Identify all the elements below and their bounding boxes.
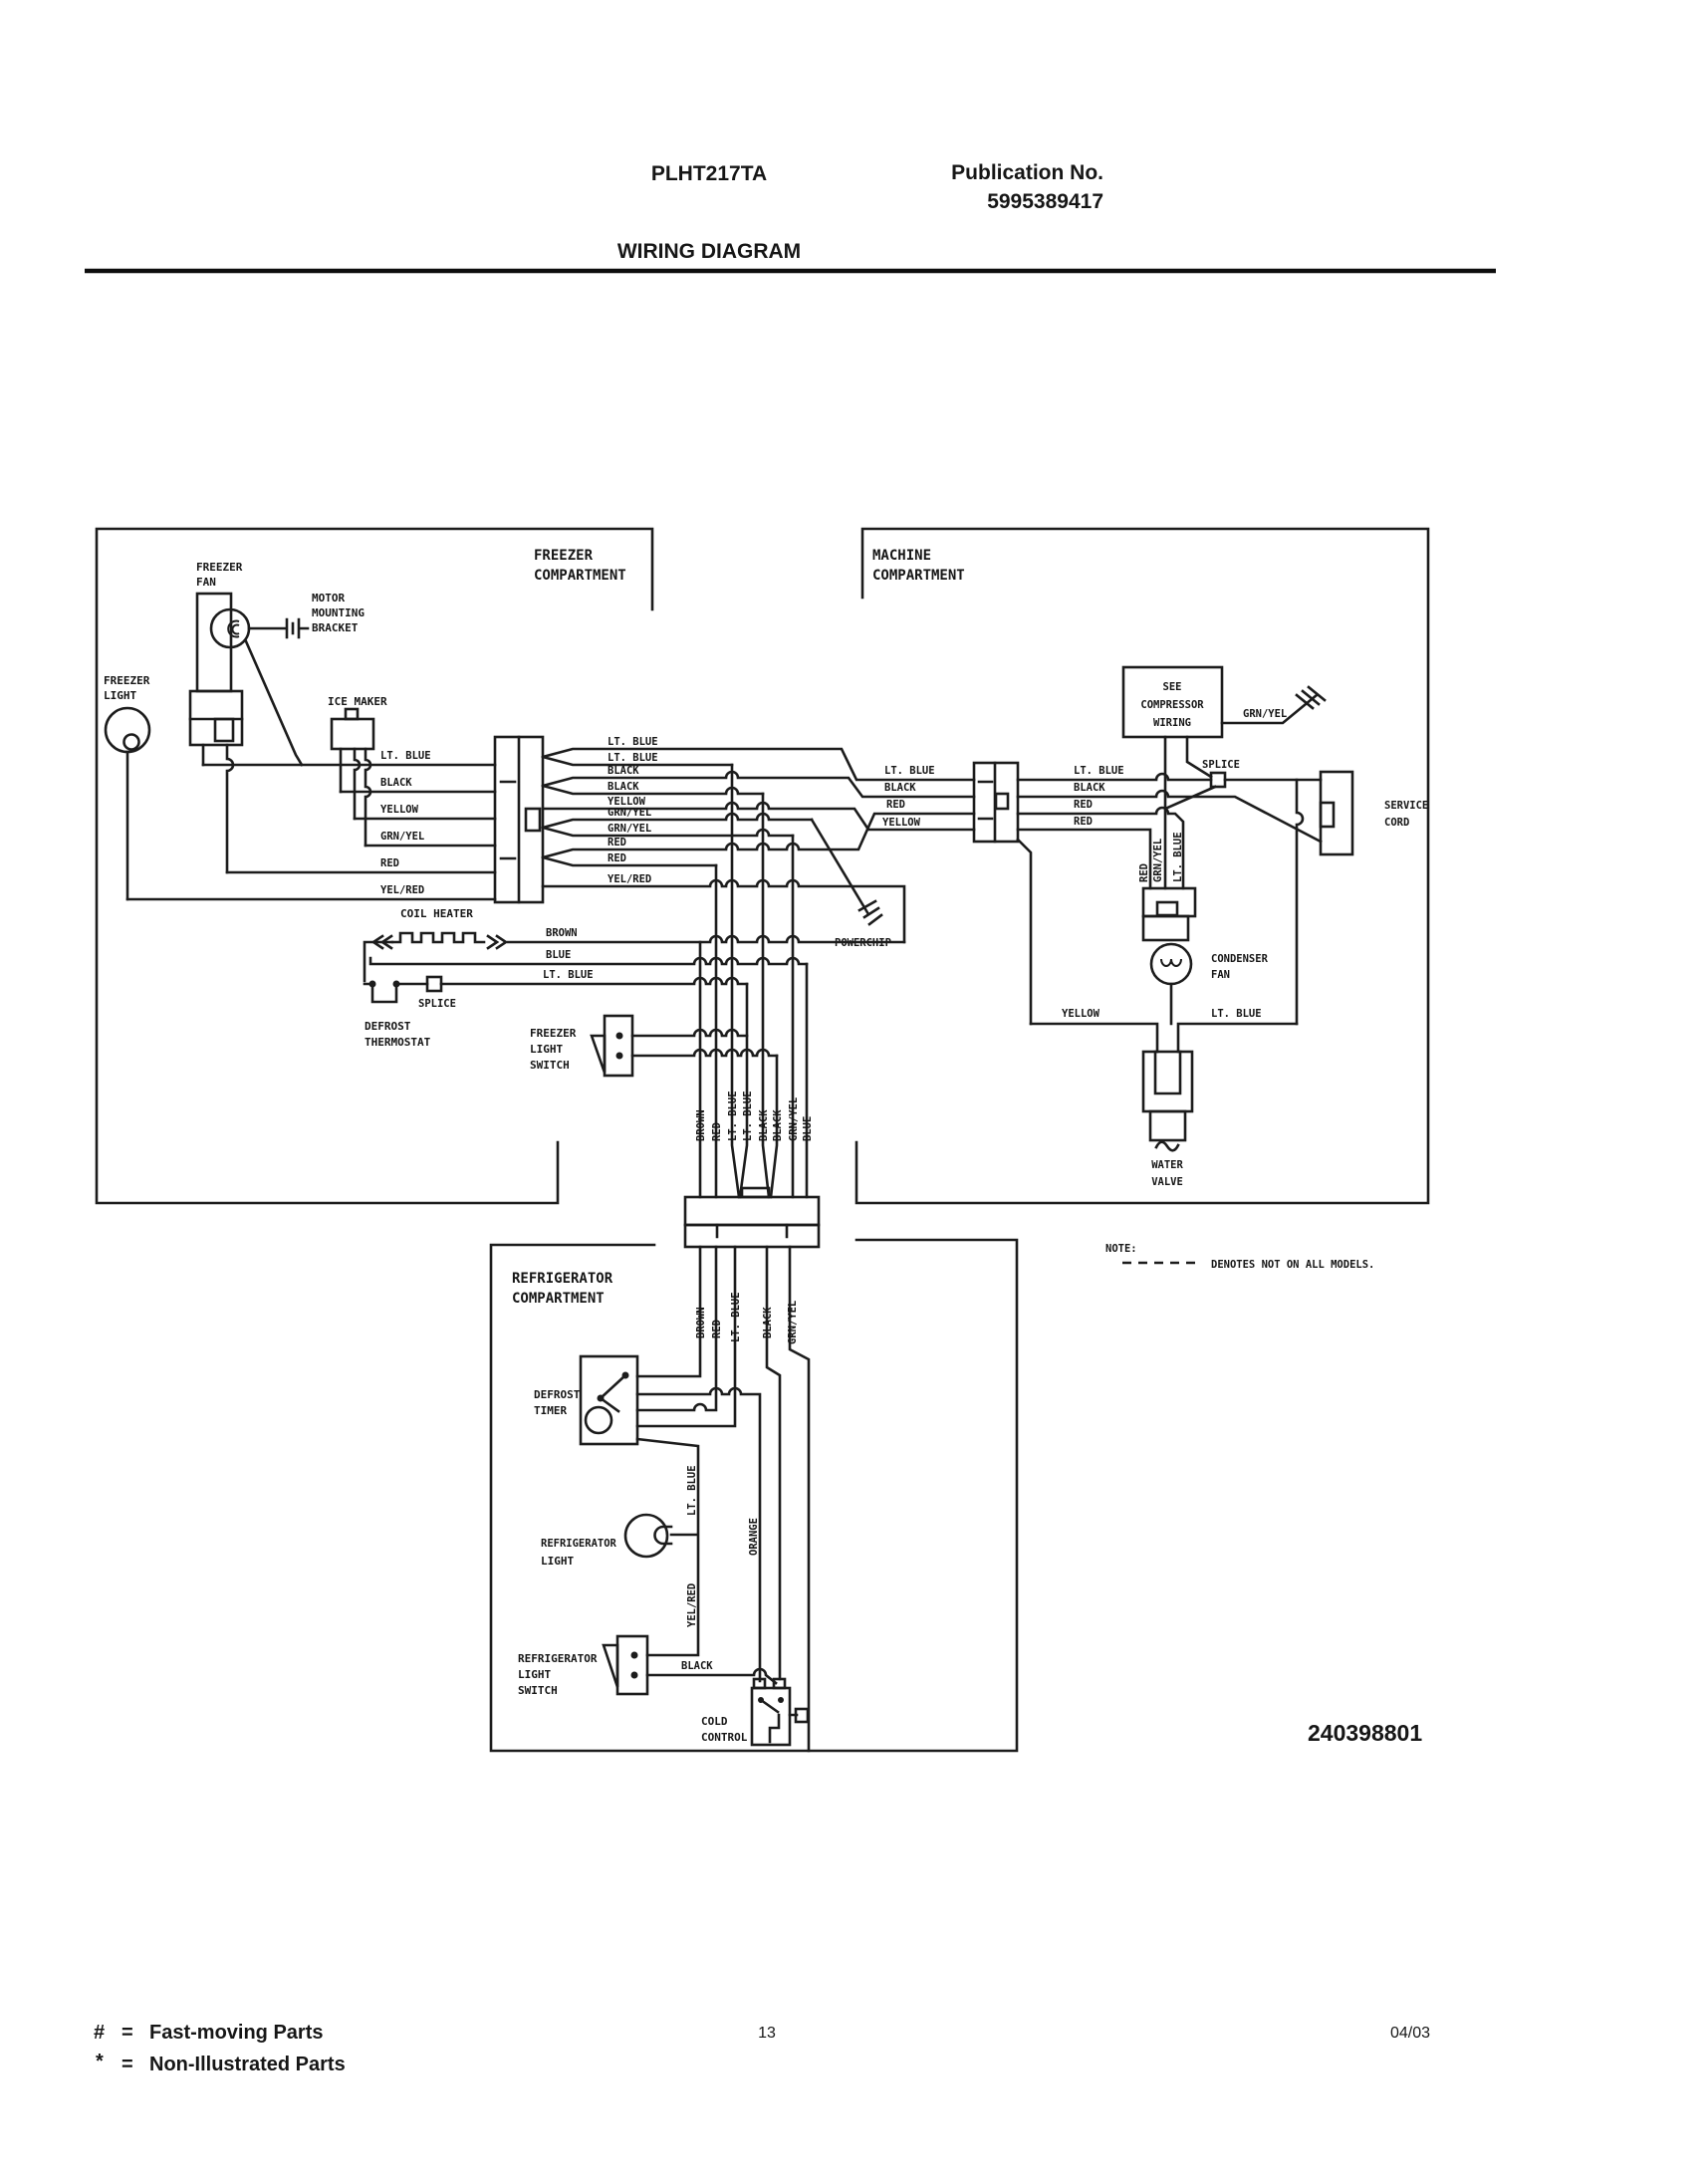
middle-connector: [685, 1197, 819, 1225]
ice-maker-leads: [341, 749, 370, 846]
compressor-box-label2: COMPRESSOR: [1140, 699, 1204, 711]
splice-icon: [1211, 773, 1225, 787]
fan-connector-notch: [215, 719, 233, 741]
wire-label: LT. BLUE: [884, 765, 935, 777]
wire-label: YELLOW: [882, 817, 920, 829]
model-number: PLHT217TA: [650, 162, 768, 185]
powerchip-label: POWERCHIP: [835, 937, 891, 949]
fast-moving-symbol: #: [94, 2022, 106, 2044]
switch-terminal: [616, 1033, 623, 1040]
wire-label: YELLOW: [380, 804, 418, 816]
wire-label: RED: [608, 852, 626, 864]
coil-heater-circuit: [365, 907, 904, 1049]
thermostat-terminal: [393, 981, 400, 988]
switch-terminal: [631, 1652, 638, 1659]
compressor-box-label3: WIRING: [1153, 717, 1191, 729]
defrost-thermostat-label2: THERMOSTAT: [365, 1036, 431, 1049]
condenser-fan-icon: [1151, 944, 1191, 984]
refrigerator-switch-label: REFRIGERATOR: [518, 1652, 598, 1665]
wire-label: RED: [1138, 863, 1150, 882]
water-valve-label: WATER: [1151, 1159, 1183, 1171]
wire-label: RED: [711, 1320, 723, 1338]
doc-number: 240398801: [1308, 1720, 1423, 1746]
compressor-relay-notch: [1157, 902, 1177, 915]
defrost-thermostat-label: DEFROST: [365, 1020, 411, 1033]
note-text: DENOTES NOT ON ALL MODELS.: [1211, 1259, 1375, 1271]
wire-label: RED: [711, 1122, 723, 1141]
condenser-fan-label2: FAN: [1211, 969, 1230, 981]
freezer-harness-fanout: [543, 736, 974, 949]
freezer-fan: [190, 561, 365, 872]
non-illustrated-eq: =: [122, 2054, 133, 2075]
wire-label: ORANGE: [748, 1518, 760, 1556]
defrost-timer-label2: TIMER: [534, 1404, 568, 1417]
cold-control-label2: CONTROL: [701, 1731, 748, 1744]
note-label: NOTE:: [1105, 1243, 1137, 1255]
wire-label: BROWN: [695, 1109, 707, 1141]
wire-label: LT. BLUE: [543, 969, 594, 981]
refrigerator-light-bulb-icon: [625, 1515, 667, 1557]
splice-label: SPLICE: [418, 998, 456, 1010]
thermostat-terminal: [369, 981, 376, 988]
wire-label: BLUE: [546, 949, 572, 961]
freezer-connector-detail: [501, 737, 519, 902]
timer-pivot: [598, 1395, 605, 1402]
switch-flag-icon: [604, 1645, 617, 1687]
note: [1105, 1243, 1374, 1271]
machine-compartment-label2: COMPARTMENT: [872, 568, 965, 584]
wire-label: LT. BLUE: [742, 1090, 754, 1141]
water-valve-squiggle: [1156, 1142, 1178, 1151]
refrigerator-light-label: REFRIGERATOR: [541, 1538, 616, 1550]
freezer-compartment-label: FREEZER: [534, 548, 594, 564]
ice-maker-body: [332, 719, 373, 749]
page-title: WIRING DIAGRAM: [616, 240, 802, 263]
machine-compartment: [974, 667, 1428, 1188]
switch-flag-icon: [592, 1036, 605, 1073]
switch-terminal: [631, 1672, 638, 1679]
defrost-timer-label: DEFROST: [534, 1388, 581, 1401]
refrigerator-compartment-label: REFRIGERATOR: [512, 1271, 613, 1287]
condenser-fan-winding-icon: [1161, 959, 1181, 966]
machine-connector-detail: [979, 763, 995, 842]
wire-label: BLACK: [762, 1307, 774, 1338]
service-cord-label: SERVICE: [1384, 800, 1429, 812]
defrost-timer: [581, 1356, 637, 1444]
wire-label: YELLOW: [608, 796, 645, 808]
freezer-switch-label: FREEZER: [530, 1027, 577, 1040]
service-cord-label2: CORD: [1384, 817, 1410, 829]
non-illustrated-text: Non-Illustrated Parts: [149, 2054, 346, 2075]
wire-label: GRN/YEL: [1152, 838, 1164, 882]
splice-label: SPLICE: [1202, 759, 1240, 771]
freezer-harness: [127, 737, 543, 902]
ltblue-drop: [1297, 780, 1303, 1024]
wire-label: GRN/YEL: [608, 823, 652, 835]
wire-label: RED: [1074, 816, 1093, 828]
middle-connector-lower: [685, 1225, 819, 1247]
wire-label: LT. BLUE: [1074, 765, 1124, 777]
wire-label: BLACK: [884, 782, 916, 794]
vertical-trunk: [685, 765, 819, 1247]
middle-connector-ticks: [717, 1225, 787, 1237]
ice-maker: [328, 695, 387, 846]
black-line: [1018, 791, 1321, 842]
motor-mounting-bracket-label: MOTOR: [312, 592, 346, 605]
machine-compartment-label: MACHINE: [872, 548, 932, 564]
wire-label: LT. BLUE: [380, 750, 431, 762]
wire-label: RED: [1074, 799, 1093, 811]
wire-label: LT. BLUE: [730, 1292, 742, 1342]
wire-label: LT. BLUE: [1211, 1008, 1262, 1020]
refrigerator-compartment: [518, 1247, 809, 1751]
motor-mounting-bracket-label2: MOUNTING: [312, 606, 365, 619]
wire-label: BLACK: [1074, 782, 1105, 794]
ice-maker-label: ICE MAKER: [328, 695, 387, 708]
page-header: [85, 161, 1496, 271]
switch-terminal: [616, 1053, 623, 1060]
freezer-compartment-label2: COMPARTMENT: [534, 568, 626, 584]
freezer-compartment-border: [97, 529, 652, 1203]
water-valve-coil: [1150, 1111, 1185, 1140]
wire-label: RED: [380, 857, 399, 869]
page-footer: [94, 2022, 1430, 2075]
freezer-fan-label2: FAN: [196, 576, 216, 589]
freezer-light: [104, 674, 150, 899]
freezer-input-wires: [127, 765, 495, 899]
wire-label: YEL/RED: [608, 873, 652, 885]
motor-mounting-bracket-label3: BRACKET: [312, 621, 359, 634]
page-number: 13: [758, 2025, 776, 2042]
coil-heater-label: COIL HEATER: [400, 907, 473, 920]
yellow-drop: [1018, 840, 1031, 1024]
switch-body: [605, 1016, 632, 1076]
freezer-light-filament-icon: [124, 735, 139, 750]
wire-label: LT. BLUE: [608, 736, 658, 748]
service-cord-notch: [1321, 803, 1334, 827]
fan-wires: [203, 641, 302, 872]
freezer-fan-label: FREEZER: [196, 561, 243, 574]
machine-connector-notch: [996, 794, 1008, 809]
motor-mounting-bracket-icon: [249, 619, 308, 637]
wire-label: GRN/YEL: [380, 831, 425, 843]
refrigerator-compartment-label2: COMPARTMENT: [512, 1291, 605, 1307]
refrigerator-light-label2: LIGHT: [541, 1555, 575, 1568]
wire-label: LT. BLUE: [727, 1090, 739, 1141]
freezer-switch-label3: SWITCH: [530, 1059, 570, 1072]
wire-label: LT. BLUE: [686, 1465, 698, 1516]
wire-label: LT. BLUE: [1172, 832, 1184, 882]
fast-moving-text: Fast-moving Parts: [149, 2022, 324, 2044]
cold-control-detail: [761, 1700, 797, 1742]
refrigerator-switch-label3: SWITCH: [518, 1684, 558, 1697]
wire-label: BLACK: [608, 765, 639, 777]
service-cord-connector: [1321, 772, 1352, 854]
ground-icon: [812, 820, 881, 924]
timer-contact-arm: [601, 1375, 625, 1411]
wire-label: BLACK: [772, 1109, 784, 1141]
ice-maker-tab: [346, 709, 358, 719]
date-code: 04/03: [1390, 2025, 1431, 2042]
wire-label: LT. BLUE: [608, 752, 658, 764]
wire-label: YEL/RED: [686, 1582, 698, 1627]
wire-label: RED: [886, 799, 905, 811]
timer-motor-icon: [586, 1407, 611, 1433]
wire-label: YEL/RED: [380, 884, 425, 896]
wire-label: GRN/YEL: [788, 1096, 800, 1141]
water-valve-label2: VALVE: [1151, 1176, 1183, 1188]
wire-label: BLACK: [758, 1109, 770, 1141]
wire-label: GRN/YEL: [608, 807, 652, 819]
wire-label: YELLOW: [1062, 1008, 1099, 1020]
freezer-fan-body: [197, 594, 231, 691]
freezer-connector-notch: [526, 809, 540, 831]
wire-label: BROWN: [546, 927, 578, 939]
publication-number: 5995389417: [987, 190, 1103, 213]
wire-label: BLACK: [380, 777, 412, 789]
middle-connector-tab: [742, 1188, 769, 1197]
refrigerator-light-switch-body: [617, 1636, 647, 1694]
water-valve-connector: [1143, 1052, 1192, 1111]
condenser-fan-label: CONDENSER: [1211, 953, 1268, 965]
wire-label: BLACK: [681, 1660, 713, 1672]
water-valve-connector-notch: [1155, 1052, 1180, 1093]
non-illustrated-symbol: *: [96, 2051, 104, 2072]
freezer-light-label: FREEZER: [104, 674, 150, 687]
fast-moving-eq: =: [122, 2022, 133, 2044]
publication-label: Publication No.: [951, 161, 1103, 184]
red-line2: [1018, 830, 1150, 888]
wire-label: BLUE: [802, 1115, 814, 1141]
freezer-light-switch: [530, 1016, 777, 1076]
splice-icon: [427, 977, 441, 991]
wire-label: GRN/YEL: [787, 1300, 799, 1344]
cold-control-label: COLD: [701, 1715, 728, 1728]
freezer-switch-label2: LIGHT: [530, 1043, 564, 1056]
freezer-light-label2: LIGHT: [104, 689, 137, 702]
wire-label: GRN/YEL: [1243, 708, 1288, 720]
wire-label: BLACK: [608, 781, 639, 793]
freezer-light-bulb-icon: [106, 708, 149, 752]
cold-control-terminal: [778, 1697, 784, 1703]
ltblue-line: [1018, 774, 1321, 780]
wire-label: BROWN: [695, 1307, 707, 1338]
wire-label: RED: [608, 837, 626, 848]
compressor-box-label: SEE: [1162, 681, 1182, 693]
compressor-relay-lower: [1143, 916, 1188, 940]
heater-element-icon: [392, 933, 484, 942]
refrigerator-switch-label2: LIGHT: [518, 1668, 552, 1681]
